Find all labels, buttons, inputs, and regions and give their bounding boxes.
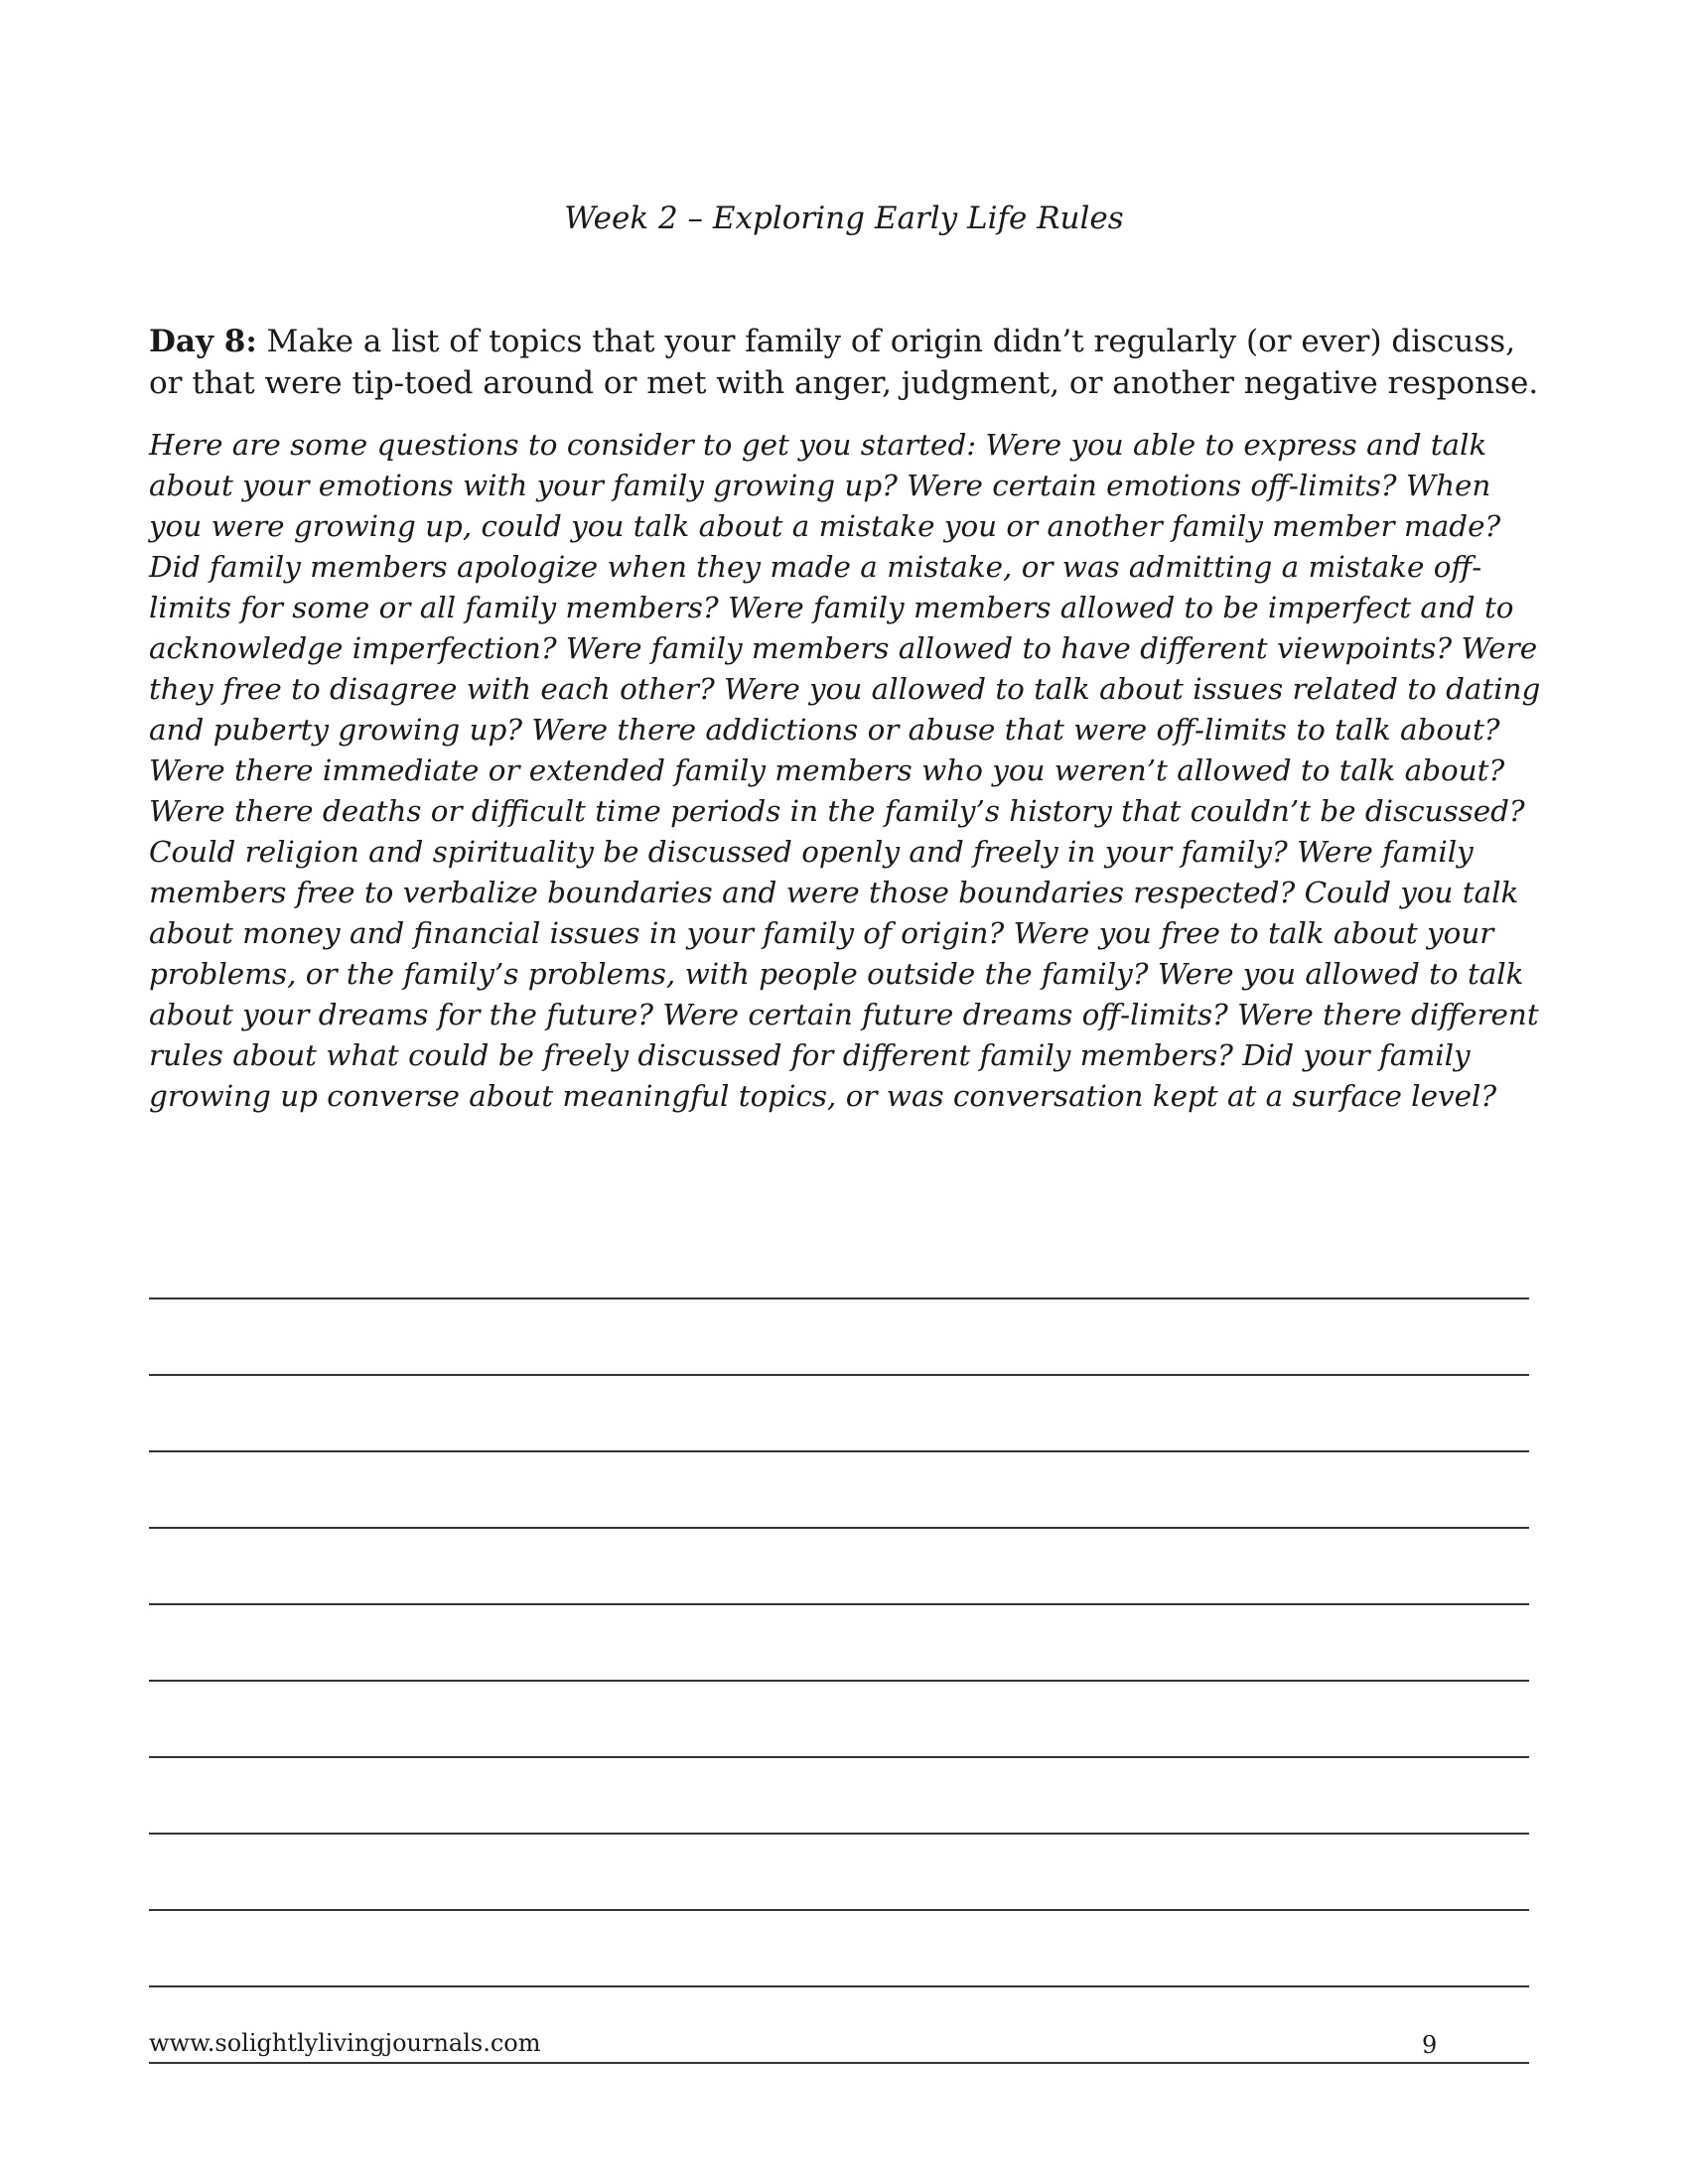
footer-website: www.solightlylivingjournals.com [149,2029,541,2057]
day-prompt [149,321,1549,404]
writing-lines [149,1223,1529,2064]
guiding-questions: Here are some questions to consider to get you started: Were you able to express and talk about your emotions with your family growing up? Were certain emotions off-limits? When you were growing up, could you talk about a mistake you or another family member made? Did family members apologize when they made a mistake, or was admitting a mistake off-limits for some or all family members? Were family members allowed to be imperfect and to acknowledge imperfection? Were family members allowed to have different viewpoints? Were they free to disagree with each other? Were you allowed to talk about issues related to dating and puberty growing up? Were there addictions or abuse that were off-limits to talk about? Were there immediate or extended family members who you weren’t allowed to talk about? Were there deaths or difficult time periods in the family’s history that couldn’t be discussed? Could religion and spirituality be discussed openly and freely in your family? Were family members free to verbalize boundaries and were those boundaries respected? Could you talk about money and financial issues in your family of origin? Were you free to talk about your problems, or the family’s problems, with people outside the family? Were you allowed to talk about your dreams for the future? Were certain future dreams off-limits? Were there different rules about what could be freely discussed for different family members? Did your family growing up converse about meaningful topics, or was conversation kept at a surface level? [149,428,1541,1113]
page-number: 9 [1422,2031,1438,2059]
writing-line [149,1376,1529,1452]
day-prompt-text: Make a list of topics that your family of origin didn’t regularly (or ever) discuss, or that were tip-toed around or met with anger, judgment, or another negative response. [149,324,1539,401]
writing-line [149,1529,1529,1605]
writing-line [149,1299,1529,1376]
page-title: Week 2 – Exploring Early Life Rules [564,201,1124,236]
writing-line [149,1835,1529,1911]
writing-line [149,1758,1529,1835]
writing-line [149,1605,1529,1682]
writing-line [149,1682,1529,1758]
writing-line [149,1911,1529,1987]
writing-line [149,1223,1529,1299]
day-label: Day 8: [149,324,257,359]
writing-line [149,1452,1529,1529]
